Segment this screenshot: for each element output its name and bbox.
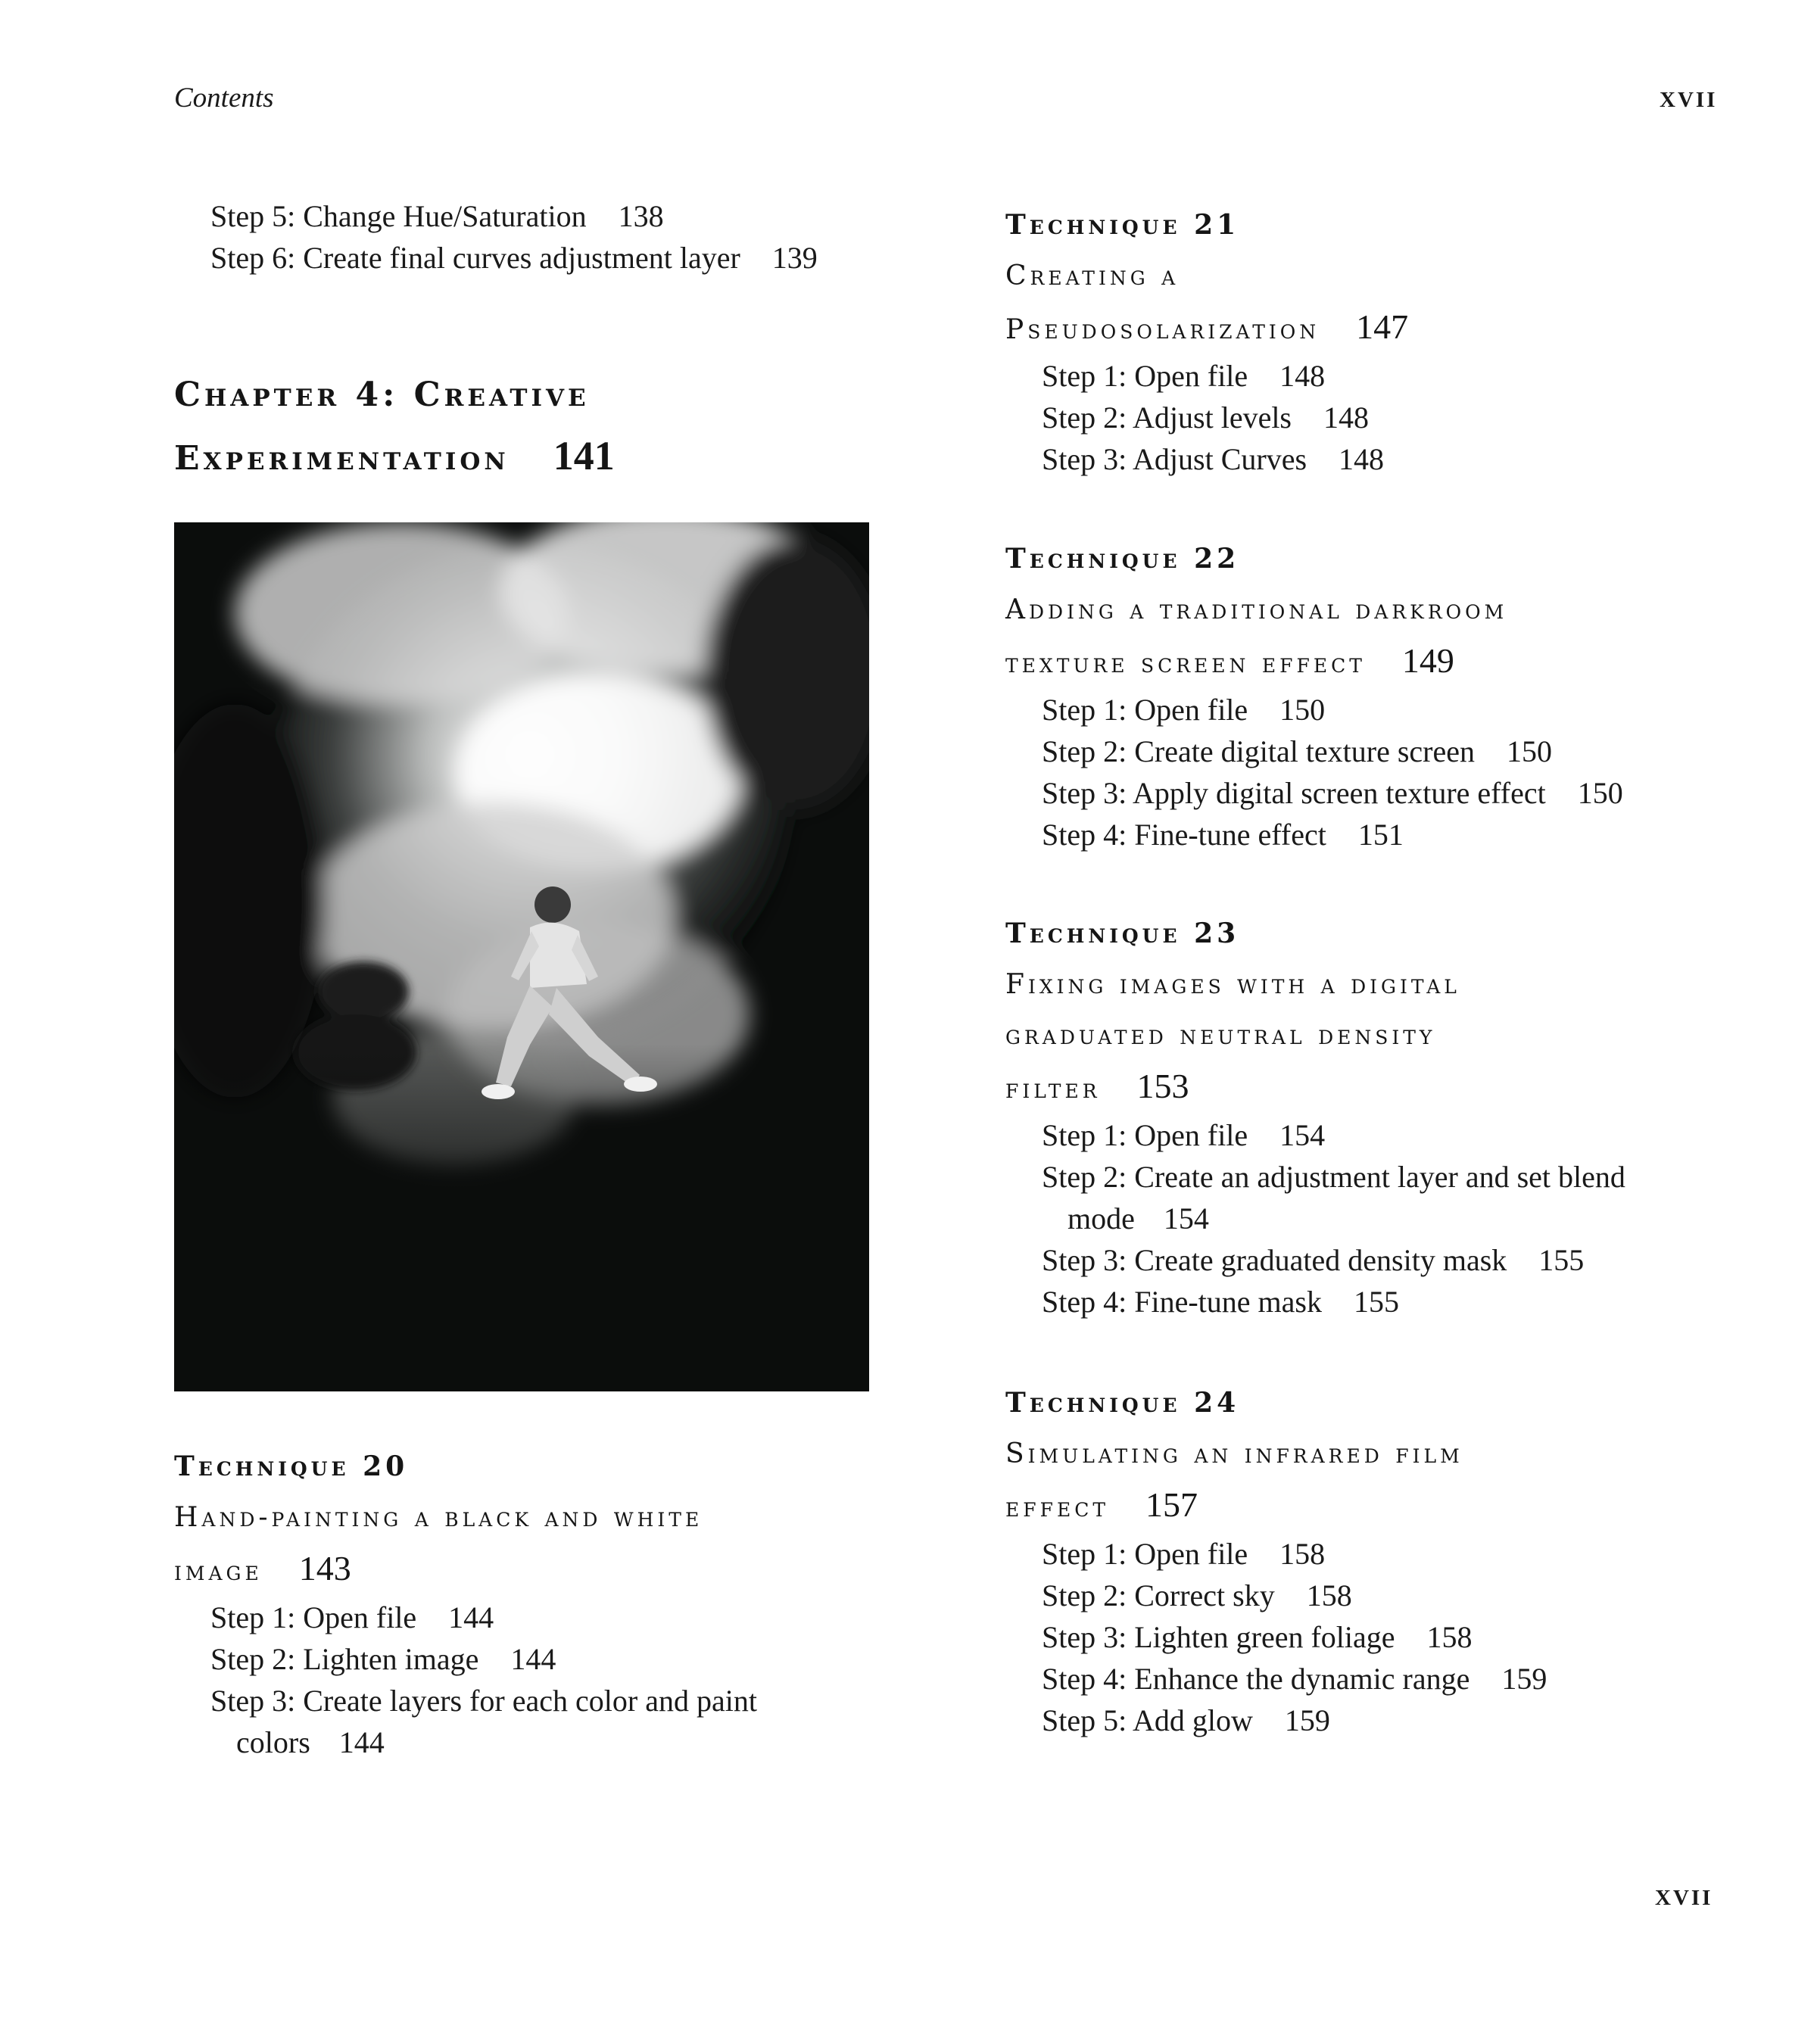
toc-step[interactable]: Step 5: Change Hue/Saturation 138 — [210, 199, 664, 233]
chapter-photo — [174, 522, 869, 1391]
technique-title[interactable]: Hand-painting a black and white image 143 — [174, 1502, 703, 1588]
technique-label: Technique 20 — [174, 1450, 409, 1482]
toc-step[interactable]: Step 4: Enhance the dynamic range 159 — [1042, 1662, 1547, 1696]
technique-page: 143 — [298, 1549, 351, 1588]
technique-20 — [174, 1441, 901, 1763]
toc-step[interactable]: Step 3: Create layers for each color and paint colors 144 — [210, 1684, 757, 1759]
technique-page: 149 — [1401, 641, 1454, 680]
technique-title[interactable]: Simulating an infrared film effect 157 — [1005, 1438, 1463, 1524]
continued-steps — [174, 195, 818, 279]
running-head: Contents — [174, 83, 274, 114]
chapter-heading[interactable] — [174, 365, 615, 489]
toc-step[interactable]: Step 6: Create final curves adjustment layer 139 — [210, 241, 818, 275]
technique-21 — [1005, 200, 1709, 480]
toc-step[interactable]: Step 2: Correct sky 158 — [1042, 1578, 1352, 1612]
technique-steps — [1005, 1114, 1709, 1323]
technique-22 — [1005, 534, 1709, 855]
technique-steps — [1005, 689, 1709, 855]
technique-23 — [1005, 908, 1709, 1323]
page-number-top: XVII — [1660, 88, 1718, 112]
chapter-title-line2: Experimentation — [174, 439, 510, 478]
technique-page: 153 — [1136, 1067, 1189, 1105]
technique-title[interactable]: Creating a Pseudosolarization 147 — [1005, 260, 1409, 346]
technique-label: Technique 22 — [1005, 543, 1240, 575]
toc-step[interactable]: Step 1: Open file 144 — [210, 1600, 494, 1634]
toc-step[interactable]: Step 4: Fine-tune effect 151 — [1042, 818, 1404, 852]
technique-steps — [174, 1597, 901, 1763]
toc-step[interactable]: Step 3: Create graduated density mask 155 — [1042, 1243, 1585, 1277]
technique-24 — [1005, 1378, 1709, 1741]
toc-step[interactable]: Step 1: Open file 154 — [1042, 1118, 1326, 1152]
toc-step[interactable]: Step 2: Create an adjustment layer and set blend mode 154 — [1042, 1160, 1625, 1235]
technique-label: Technique 21 — [1005, 209, 1240, 241]
toc-step[interactable]: Step 1: Open file 158 — [1042, 1537, 1326, 1571]
technique-label: Technique 23 — [1005, 918, 1240, 949]
technique-label: Technique 24 — [1005, 1387, 1240, 1419]
technique-title[interactable]: Fixing images with a digital graduated neutral density filter 153 — [1005, 969, 1460, 1105]
chapter-title-line1: Chapter 4: Creative — [174, 375, 590, 414]
toc-step[interactable]: Step 3: Apply digital screen texture effect 150 — [1042, 776, 1623, 810]
toc-step[interactable]: Step 3: Adjust Curves 148 — [1042, 442, 1385, 476]
photo-boy-jumping-clouds-icon — [174, 522, 869, 1391]
toc-step[interactable]: Step 1: Open file 148 — [1042, 359, 1326, 393]
technique-page: 147 — [1356, 307, 1409, 346]
technique-page: 157 — [1145, 1485, 1198, 1524]
chapter-page: 141 — [553, 433, 615, 478]
toc-step[interactable]: Step 1: Open file 150 — [1042, 693, 1326, 727]
toc-step[interactable]: Step 2: Adjust levels 148 — [1042, 400, 1369, 435]
technique-steps — [1005, 355, 1709, 480]
toc-step[interactable]: Step 2: Lighten image 144 — [210, 1642, 556, 1676]
technique-steps — [1005, 1533, 1709, 1741]
toc-step[interactable]: Step 5: Add glow 159 — [1042, 1703, 1330, 1737]
toc-step[interactable]: Step 2: Create digital texture screen 150 — [1042, 734, 1553, 768]
technique-title[interactable]: Adding a traditional darkroom texture screen effect 149 — [1005, 594, 1508, 680]
page-number-bottom: XVII — [1655, 1886, 1713, 1910]
toc-step[interactable]: Step 4: Fine-tune mask 155 — [1042, 1285, 1399, 1319]
toc-step[interactable]: Step 3: Lighten green foliage 158 — [1042, 1620, 1473, 1654]
